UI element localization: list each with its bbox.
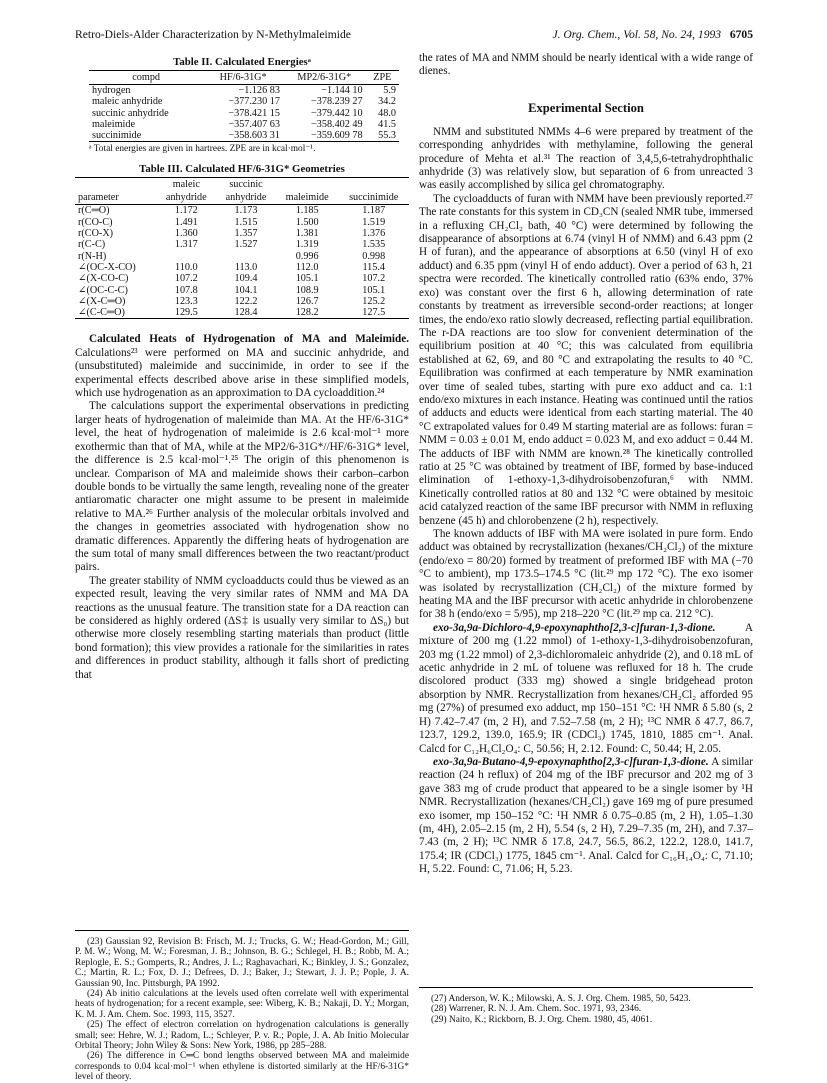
table3-header: anhydride (156, 191, 216, 205)
table3-cell: r(CO-X) (78, 228, 114, 240)
table2-row (89, 85, 399, 97)
table3-cell: ∠(OC-C-C) (78, 284, 128, 296)
table3-cell: 0.996 (295, 250, 319, 262)
table3-cell: r(N-H) (78, 250, 107, 262)
table3-cell: 1.357 (234, 228, 258, 240)
table3-cell: 1.527 (234, 239, 258, 251)
table3-cell: 110.0 (175, 261, 198, 273)
table3-cell: 104.1 (234, 284, 258, 296)
table3-cell: 109.4 (234, 273, 258, 285)
table2 (89, 70, 399, 142)
table3-row (75, 273, 409, 284)
reference: (28) Warrener, R. N. J. Am. Chem. Soc. 1971, 93, 2346. (431, 1004, 642, 1015)
table3-cell: 1.360 (174, 228, 198, 240)
table3-cell: ∠(OC-X-CO) (78, 261, 136, 273)
table3-cell: r(CO-C) (78, 216, 113, 228)
table3-cell: 127.5 (362, 307, 386, 319)
table3-cell: 112.0 (295, 261, 319, 273)
table2-cell: 34.2 (378, 96, 396, 108)
table2-row (89, 108, 399, 119)
table3-cell: 122.2 (234, 295, 258, 307)
table3-cell: ∠(X-CO-C) (78, 273, 129, 285)
right-column (419, 52, 753, 877)
table3-cell: 1.187 (362, 205, 386, 217)
table3-cell: 1.515 (234, 216, 258, 228)
table2-row (89, 119, 399, 130)
footnotes-right (419, 987, 753, 1025)
table3-header: anhydride (216, 191, 276, 205)
table3-cell: 126.7 (295, 295, 319, 307)
table3-cell: ∠(X-C═O) (78, 295, 126, 307)
table2-cell: 41.5 (378, 118, 396, 130)
table2-cell: −358.603 31 (228, 130, 280, 142)
table3-cell: 1.319 (295, 239, 319, 251)
reference: (23) Gaussian 92, Revision B: Frisch, M. J.; Trucks, G. W.; Head-Gordon, M.; Gill, P. M. W.; Wong, M. W.; Foresman, J. B.; Johnson, B. G.; Schlegel, H. B.; Robb, M. A.; Replogle, E. S.; Gomperts, R.; Andres, J. L.; Raghavachari, K.; Binkley, J. S.; Gonzalez, C.; Martin, R. L.; Fox, D. J.; Defrees, D. J.; Baker, J.; Stewart, J. J. P.; Pople, J. A. Gaussian 90, Inc. Pittsburgh, PA 1992. (75, 937, 409, 989)
table3-cell: 115.4 (362, 261, 385, 273)
table3-cell: 107.2 (362, 273, 386, 285)
table3-row (75, 217, 409, 228)
table3-header: maleimide (276, 191, 339, 205)
table2-row (89, 130, 399, 142)
paragraph: The calculations support the experimental observations in predicting larger heats of hydrogenation of maleimide than MA. At the HF/6-31G* level, the heat of hydrogenation of maleimide is 2.6 kcal·mol⁻¹ more exothermic than that of MA, while at the MP2/6-31G*//HF/6-31G* level, the difference is 2.5 kcal·mol⁻¹.²⁵ The origin of this phenomenon is unclear. Comparison of MA and maleimide shows their carbon–carbon double bonds to be virtually the same length, revealing none of the greater antiaromatic character one might assume to be present in maleimide relative to MA.²⁶ Further analysis of the molecular orbitals involved and the changes in geometries associated with hydrogenation show no dramatic differences. Apparently the differing heats of hydrogenation are the sum total of many small differences between the two reactant/product pairs. (75, 400, 409, 574)
table3-cell: 129.5 (174, 307, 198, 319)
table3-cell: 108.9 (295, 284, 319, 296)
table3-cell: 105.1 (295, 273, 319, 285)
table2-cell: −357.407 63 (228, 118, 280, 130)
paragraph: NMM and substituted NMMs 4–6 were prepared by treatment of the corresponding anhydrides with methylamine, following the general procedure of Mehta et al.³¹ The reaction of 3,4,5,6-tetrahydrophthalic anhydride (3) was relatively slow, but separation of 6 from unreacted 3 was easily accomplished by silica gel chromatography. (419, 125, 753, 192)
paragraph-compound-butano: exo-3a,9a-Butano-4,9-epoxynaphtho[2,3-c]furan-1,3-dione. A similar reaction (24 h reflux) of 204 mg of the IBF precursor and 202 mg of 3 gave 383 mg of crude product that appeared to be a single isomer by ¹H NMR. Recrystallization (hexanes/CH₂Cl₂) gave 169 mg of pure presumed exo isomer, mp 150–152 °C: ¹H NMR δ 0.75–0.85 (m, 2 H), 1.05–1.30 (m, 4H), 2.05–2.15 (m, 2 H), 5.54 (s, 2 H), 7.29–7.35 (m, 2H), and 7.37–7.43 (m, 2 H); ¹³C NMR δ 17.8, 24.7, 56.5, 86.2, 122.2, 128.0, 141.7, 175.4; IR (CDCl₃) 1775, 1845 cm⁻¹. Anal. Calcd for C₁₆H₁₄O₄: C, 71.10; H, 5.22. Found: C, 71.06; H, 5.23. (419, 755, 753, 876)
table2-cell: −1.144 10 (321, 85, 363, 96)
table3-cell: 107.2 (174, 273, 198, 285)
table3-cell (216, 251, 276, 262)
table3-cell: 1.172 (174, 205, 198, 217)
table3-cell: r(C═O) (78, 205, 110, 217)
table2-cell: succinic anhydride (92, 107, 169, 119)
table2-title: Table II. Calculated Energiesᵃ (173, 56, 311, 68)
table3-cell: 1.381 (295, 228, 319, 240)
running-header (75, 28, 753, 44)
paragraph: The greater stability of NMM cycloadducts could thus be viewed as an expected result, leaving the very similar rates of NMM and MA DA reactions as the unusual feature. The transition state for a DA reaction can be considered as highly ordered (ΔS‡ is usually very similar to ΔS₀) but otherwise more closely resembling starting materials than product (little bond formation); this view provides a rationale for the similarities in rates and differences in product stability, although it falls short of predicting that (75, 574, 409, 681)
table2-cell: maleic anhydride (92, 96, 163, 108)
table3-row (75, 296, 409, 307)
table3-title: Table III. Calculated HF/6-31G* Geometries (139, 163, 345, 176)
left-column (75, 52, 409, 682)
table3-cell: ∠(C-C═O) (78, 307, 125, 319)
table3-cell: 0.998 (362, 250, 386, 262)
table3-cell: 107.8 (174, 284, 198, 296)
compound-heading: exo-3a,9a-Dichloro-4,9-epoxynaphtho[2,3-c]furan-1,3-dione. (433, 621, 716, 634)
table3-header: parameter (75, 191, 156, 205)
table3-row (75, 262, 409, 273)
compound-heading: exo-3a,9a-Butano-4,9-epoxynaphtho[2,3-c]furan-1,3-dione. (433, 755, 709, 768)
table3-cell: 125.2 (362, 295, 386, 307)
table3-cell: 1.317 (174, 239, 198, 251)
table3-cell: 1.376 (362, 228, 386, 240)
table2-header: ZPE (366, 71, 399, 85)
table3-cell: 105.1 (362, 284, 386, 296)
table2-cell: maleimide (92, 118, 135, 130)
table2-header: MP2/6-31G* (283, 71, 366, 85)
paragraph: The known adducts of IBF with MA were isolated in pure form. Endo adduct was obtained by recrystallization (hexanes/CH₂Cl₂) of the mixture (endo/exo = 80/20) formed by treatment of preformed IBF with MA (−70 °C to ambient), mp 173.5–174.5 °C (lit.²⁹ mp 172 °C). The exo isomer was isolated by recrystallization (CH₂Cl₂) of the mixture formed by heating MA and the IBF precursor with acetic anhydride in chlorobenzene for 38 h (endo/exo = 5/95), mp 218–220 °C (lit.²⁹ mp ca. 212 °C). (419, 528, 753, 621)
table3-row (75, 285, 409, 296)
reference: (27) Anderson, W. K.; Milowski, A. S. J. Org. Chem. 1985, 50, 5423. (431, 994, 691, 1004)
table2-cell: succinimide (92, 130, 142, 142)
table3-row (75, 239, 409, 250)
reference: (25) The effect of electron correlation on hydrogenation calculations is generally small; see: Hehre, W. J.; Radom, L.; Schleyer, P. v. R.; Pople, J. A. Ab Initio Molecular Orbital Theory; John Wiley & Sons: New York, 1986, pp 285–288. (75, 1020, 409, 1052)
table2-cell: −358.402 49 (311, 118, 363, 130)
table2-header: HF/6-31G* (203, 71, 283, 85)
table2-cell: 55.3 (378, 130, 396, 142)
journal-citation: J. Org. Chem., Vol. 58, No. 24, 1993 6705 (552, 28, 753, 41)
table3-cell: 128.2 (295, 307, 319, 319)
paragraph-hydrogenation-intro: Calculated Heats of Hydrogenation of MA and Maleimide. Calculations²³ were performed on MA and succinic anhydride, and (unsubstituted) maleimide and succinimide, in order to see if the experimental effects described above arise in these simplified models, which use hydrogenation as an approximation to DA cycloaddition.²⁴ (75, 333, 409, 400)
paragraph: the rates of MA and NMM should be nearly identical with a wide range of dienes. (419, 52, 753, 78)
table3-cell: 1.519 (362, 216, 386, 228)
table2-cell: −359.609 78 (311, 130, 363, 142)
table3-cell: r(C-C) (78, 239, 106, 251)
table3-row (75, 307, 409, 319)
table3-cell: 1.491 (174, 216, 198, 228)
paragraph-compound-dichloro: exo-3a,9a-Dichloro-4,9-epoxynaphtho[2,3-c]furan-1,3-dione. A mixture of 200 mg (1.22 mmol) of 1-ethoxy-1,3-dihydroisobenzofuran, 203 mg (1.22 mmol) of 2,3-dichloromaleic anhydride (2), and 0.18 mL of acetic anhydride in 2 mL of toluene was refluxed for 18 h. The crude discolored product (333 mg) showed a single bridgehead proton absorption by NMR. Recrystallization from hexanes/CH₂Cl₂ afforded 95 mg (27%) of presumed exo adduct, mp 150–151 °C: ¹H NMR δ 5.80 (s, 2 H) 7.42–7.47 (m, 2 H), and 7.52–7.58 (m, 2 H); ¹³C NMR δ 47.7, 86.7, 123.7, 129.2, 139.0, 165.9; IR (CDCl₃) 1745, 1810, 1885 cm⁻¹. Anal. Calcd for C₁₂H₆Cl₂O₄: C, 50.56; H, 2.12. Found: C, 50.44; H, 2.05. (419, 621, 753, 755)
table3-cell: 1.500 (295, 216, 319, 228)
table2-row (89, 96, 399, 107)
page-number: 6705 (729, 28, 753, 41)
table2-cell: hydrogen (92, 85, 131, 96)
table3-cell: 1.185 (295, 205, 319, 217)
table2-cell: 5.9 (383, 85, 396, 96)
table3: maleic succinic parameter anhydride anhydride maleimide succinimide r(C═O) 1.172 1.173 1.185 1.187 r(CO-C) 1.491 1.515 1.500 1.519 r(CO-X) 1.360 1.357 1.381 1.376 r(C-C) 1.317 1.527 1.319 1.535 r(N-H) 0.996 0.998 ∠(OC-X-CO) 110.0 113.0 112.0 115.4 ∠(X-CO-C) 107.2 109.4 105.1 107.2 ∠(OC-C-C) 107.8 104.1 108.9 105.1 ∠(X-C═O) 123.3 122.2 126.7 125.2 ∠(C-C═O) 129.5 128.4 128.2 127.5 (75, 177, 409, 319)
table3-cell: 128.4 (234, 307, 258, 319)
table3-cell (156, 251, 216, 262)
table3-cell: 1.173 (234, 205, 258, 217)
reference: (29) Naito, K.; Rickborn, B. J. Org. Chem. 1980, 45, 4061. (431, 1014, 653, 1025)
table3-header: succinimide (338, 191, 409, 205)
table3-row (75, 205, 409, 217)
paragraph: The cycloadducts of furan with NMM have been previously reported.²⁷ The rate constants for this system in CD₃CN (sealed NMR tube, immersed in a refluxing CH₂Cl₂ bath, 40 °C) were determined by following the disappearance of absorptions at 6.74 (vinyl H of NMM) and 6.43 ppm (2 H of furan), and the appearance of absorptions at 6.50 (vinyl H of exo adduct) and 6.35 ppm (vinyl H of endo adduct). Over a period of 63 h, 21 spectra were recorded. The kinetically controlled ratio (63% endo, 37% exo) was constant over the first 6 h, allowing determination of rate constants by treatment as irreversible second-order reactions; at longer times, the endo/exo ratio slowly decreased, reflecting partial equilibration. The r-DA reactions are too slow for convenient determination of the equilibrium position at 40 °C; this was calculated from equilibria established at 62, 69, and 80 °C and extrapolating the results to 40 °C. Equilibration was confirmed at each temperature by NMR examination over time of sealed tubes, starting with pure exo adduct and ca. 1:1 endo/exo mixtures in each instance. Heating was continued until the ratios of adducts and educts were identical from each starting material. The 40 °C extrapolated values for 0.49 M starting material are as follows: furan = NMM = 0.03 ± 0.01 M, endo adduct = 0.023 M, and exo adduct = 0.44 M. The adducts of IBF with NMM are known.²⁸ The kinetically controlled ratio at 25 °C was obtained by treatment of IBF, formed by base-induced elimination of 1-ethoxy-1,3-dihydroisobenzofuran,⁶ with NMM. Kinetically controlled ratios at 80 and 132 °C were obtained by mesitoic acid catalyzed reaction of the same IBF precursor with NMM in refluxing benzene (45 h) and chlorobenzene (2 h), respectively. (419, 192, 753, 527)
table2-cell: −379.442 10 (311, 107, 363, 119)
table3-row (75, 251, 409, 262)
section-heading-experimental: Experimental Section (528, 100, 644, 115)
table2-footnote: ᵃ Total energies are given in hartrees. ZPE are in kcal·mol⁻¹. (89, 144, 316, 155)
reference: (24) Ab initio calculations at the levels used often correlate well with experimental heats of hydrogenation; for a recent example, see: Wiberg, K. B.; Nakaji, D. Y.; Morgan, K. M. J. Am. Chem. Soc. 1993, 115, 3527. (75, 989, 409, 1020)
table2-cell: −377.230 17 (228, 96, 280, 108)
table3-row (75, 228, 409, 239)
section-heading: Calculated Heats of Hydrogenation of MA and Maleimide. (89, 333, 409, 346)
table2-cell: −378.239 27 (311, 96, 363, 108)
table2-cell: −378.421 15 (228, 107, 280, 119)
table2-cell: −1.126 83 (238, 85, 280, 96)
running-title: Retro-Diels-Alder Characterization by N-Methylmaleimide (75, 28, 351, 41)
table3-cell: 113.0 (234, 261, 258, 273)
table3-cell: 123.3 (174, 295, 198, 307)
table3-cell: 1.535 (362, 239, 386, 251)
table2-cell: 48.0 (378, 107, 396, 119)
table2-header: compd (89, 71, 203, 85)
reference: (26) The difference in C═C bond lengths observed between MA and maleimide corresponds to 0.04 kcal·mol⁻¹ when ethylene is distorted similarly at the HF/6-31G* level of theory. (75, 1051, 409, 1083)
footnotes-left (75, 930, 409, 1083)
